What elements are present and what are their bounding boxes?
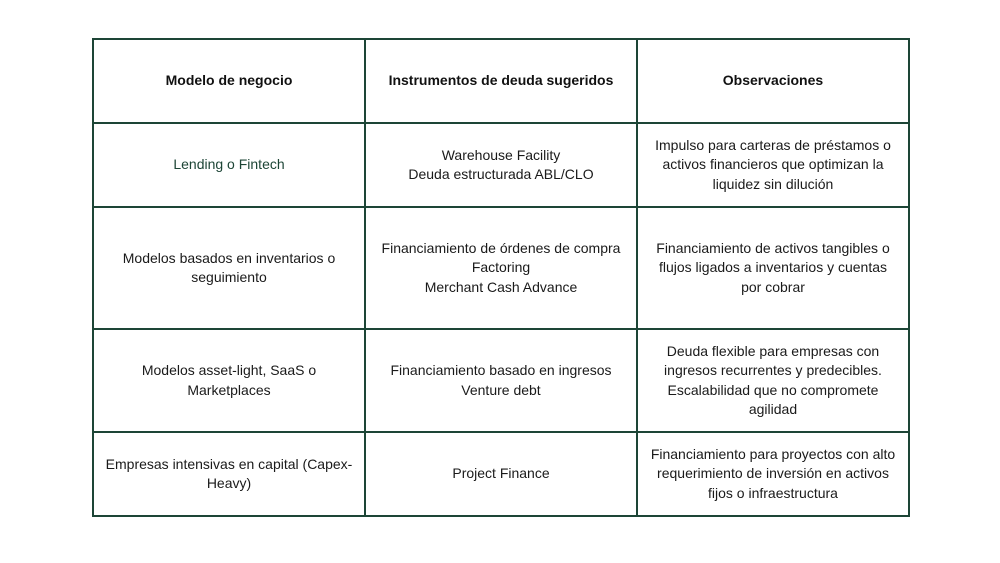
cell-observations: Financiamiento de activos tangibles o flujos ligados a inventarios y cuentas por cobrar [637,207,909,329]
cell-debt-instruments [365,329,637,432]
instrument-item: Venture debt [461,381,541,398]
table-row [93,329,909,432]
debt-instruments-table-container [92,38,908,517]
cell-observations: Financiamiento para proyectos con alto requerimiento de inversión en activos fijos o infraestructura [637,432,909,516]
cell-debt-instruments [365,432,637,516]
cell-business-model: Modelos basados en inventarios o seguimiento [93,207,365,329]
cell-business-model: Empresas intensivas en capital (Capex-Heavy) [93,432,365,516]
instrument-item: Warehouse Facility [441,146,561,163]
cell-business-model: Modelos asset-light, SaaS o Marketplaces [93,329,365,432]
instrument-item: Financiamiento de órdenes de compra [381,239,621,256]
table-row [93,123,909,207]
table-header-row [93,39,909,123]
table-row [93,207,909,329]
cell-observations: Impulso para carteras de préstamos o activos financieros que optimizan la liquidez sin dilución [637,123,909,207]
instrument-item: Financiamiento basado en ingresos [390,362,612,378]
cell-observations: Deuda flexible para empresas con ingresos recurrentes y predecibles. Escalabilidad que no compromete agilidad [637,329,909,432]
cell-debt-instruments [365,123,637,207]
instrument-item: Deuda estructurada ABL/CLO [408,166,594,182]
instrument-item: Merchant Cash Advance [424,278,578,295]
header-business-model: Modelo de negocio [93,39,365,123]
header-observations: Observaciones [637,39,909,123]
cell-business-model: Lending o Fintech [93,123,365,207]
instrument-item: Project Finance [452,465,550,482]
debt-instruments-table [92,38,910,517]
cell-debt-instruments [365,207,637,329]
table-row [93,432,909,516]
header-debt-instruments: Instrumentos de deuda sugeridos [365,39,637,123]
instrument-item: Factoring [471,259,531,276]
